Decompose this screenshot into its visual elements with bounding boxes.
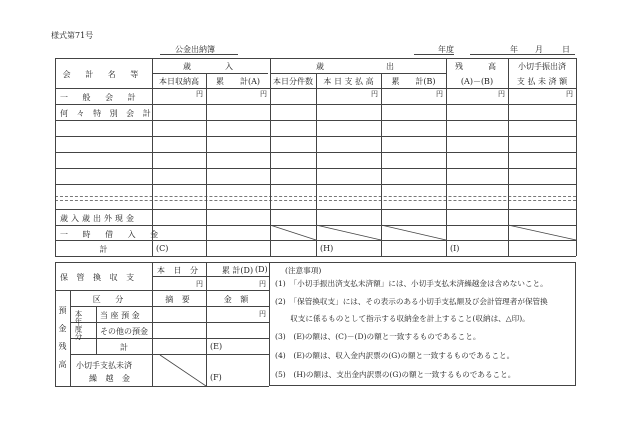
unit-yen: 円 bbox=[259, 280, 266, 288]
mark-c: (C) bbox=[156, 244, 169, 253]
unit-yen: 円 bbox=[259, 310, 266, 318]
note-5: (5) (H)の額は、支出金内訳票の(G)の額と一致するものであること。 bbox=[275, 370, 516, 379]
col-rev-today: 本日収納高 bbox=[159, 77, 199, 86]
col-balance-formula: (A)－(B) bbox=[460, 77, 494, 86]
note-1: (1) 「小切手振出済支払未済額」には、小切手支払未済繰越金は含めないこと。 bbox=[275, 279, 548, 288]
col-check-line2: 支 払 未 済 額 bbox=[516, 77, 568, 86]
note-4: (4) (E)の額は、収入金内訳票の(G)の額と一致するものであること。 bbox=[275, 351, 515, 360]
col-exp-count: 本日分件数 bbox=[273, 77, 313, 86]
notes-heading: (注意事項) bbox=[285, 266, 322, 275]
note-2b: 収支に係るものとして指示する収納金を計上すること(収納は、△印)。 bbox=[275, 314, 530, 323]
current-deposit: 当 座 預 金 bbox=[100, 311, 140, 320]
deposit-summary: 摘 要 bbox=[165, 295, 193, 304]
mark-e: (E) bbox=[210, 342, 223, 351]
unit-yen: 円 bbox=[196, 280, 203, 288]
row-special-account: 何 々 特 別 会 計 bbox=[60, 109, 154, 118]
page-title: 公金出納簿 bbox=[175, 45, 215, 54]
col-exp-today: 本 日 支 払 高 bbox=[323, 77, 374, 86]
unit-yen: 円 bbox=[566, 90, 573, 98]
date-year-label: 年 bbox=[510, 45, 518, 54]
deposit-subtotal: 計 bbox=[120, 343, 128, 352]
col-revenue: 歳 入 bbox=[183, 62, 239, 71]
mark-d: (D) bbox=[255, 265, 268, 274]
unit-yen: 円 bbox=[196, 90, 203, 98]
col-balance: 残 高 bbox=[455, 62, 499, 71]
date-day-label: 日 bbox=[562, 45, 570, 54]
row-total: 計 bbox=[99, 245, 108, 254]
custody-today: 本 日 分 bbox=[156, 266, 202, 275]
uncashed-check-line1: 小切手支払未済 bbox=[76, 361, 132, 370]
col-expenditure: 歳 出 bbox=[316, 62, 400, 71]
col-check-line1: 小切手振出済 bbox=[518, 62, 566, 71]
custody-label: 保 管 換 収 支 bbox=[60, 273, 138, 282]
other-deposit: その他の預金 bbox=[100, 327, 148, 336]
mark-f: (F) bbox=[210, 373, 222, 382]
col-rev-cum: 累 計(A) bbox=[215, 77, 261, 86]
unit-yen: 円 bbox=[371, 90, 378, 98]
uncashed-check-line2: 繰 越 金 bbox=[88, 374, 134, 383]
date-month-label: 月 bbox=[535, 45, 543, 54]
deposit-amount: 金 額 bbox=[223, 295, 252, 304]
unit-yen: 円 bbox=[260, 90, 267, 98]
row-cash: 歳入歳出外現金 bbox=[60, 214, 137, 223]
unit-yen: 円 bbox=[498, 90, 505, 98]
mark-i: (I) bbox=[450, 244, 460, 253]
fiscal-year-label: 本年度分 bbox=[74, 310, 83, 340]
unit-yen: 円 bbox=[436, 90, 443, 98]
mark-h: (H) bbox=[320, 244, 334, 253]
row-general-account: 一 般 会 計 bbox=[60, 93, 142, 102]
col-exp-cum: 累 計(B) bbox=[391, 77, 436, 86]
col-account-name: 会 計 名 等 bbox=[62, 70, 145, 79]
note-3: (3) (E)の額は、(C)－(D)の額と一致するものであること。 bbox=[275, 332, 481, 341]
note-2a: (2) 「保管換収支」には、その表示のある小切手支払額及び会計管理者が保管換 bbox=[275, 297, 548, 306]
custody-cum: 累 計(D) bbox=[221, 266, 254, 275]
form-number: 様式第71号 bbox=[51, 31, 94, 40]
deposit-side-label: 預金残高 bbox=[58, 306, 67, 378]
row-temp-loan: 一 時 借 入 金 bbox=[60, 230, 165, 239]
deposit-category: 区 分 bbox=[92, 295, 130, 304]
year-label: 年度 bbox=[438, 45, 454, 54]
